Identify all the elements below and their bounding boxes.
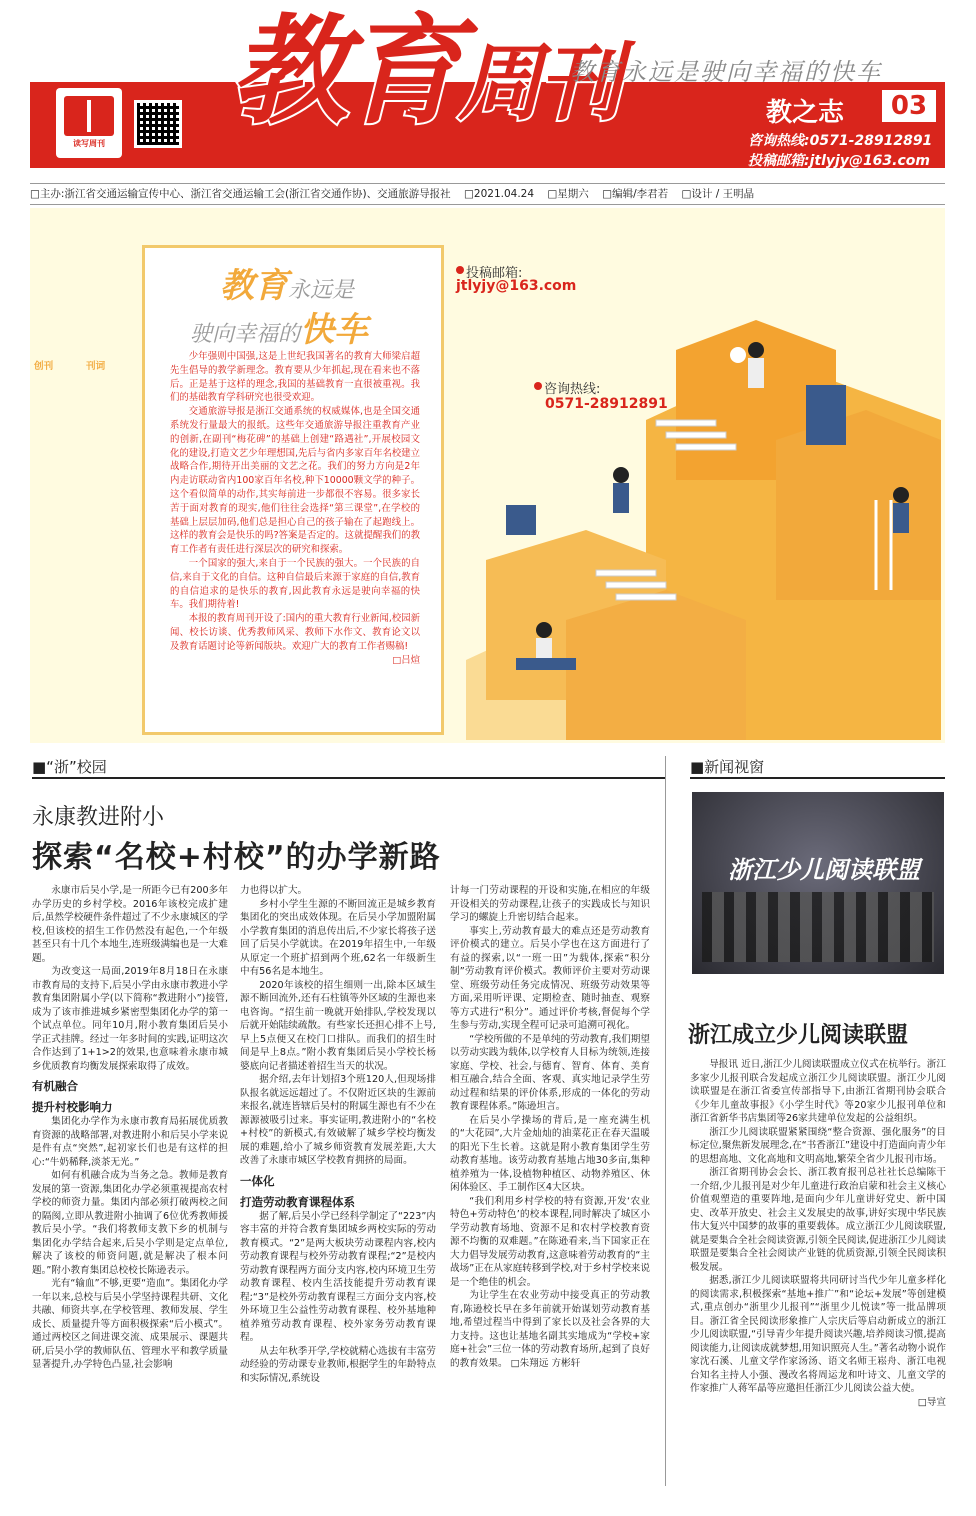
hotline: 咨询热线:0571-28912891 bbox=[748, 133, 933, 149]
vertical-title-col-1: 创刊 bbox=[34, 361, 54, 372]
news-photo bbox=[692, 792, 944, 974]
bullet-dot-icon bbox=[456, 266, 464, 274]
feature-paragraph: 一个国家的强大,来自于一个民族的强大。一个民族的自信,来自于文化的自信。这种自信最后来源于家庭的自信,教育的自信追求的是快乐的教育,因此教育永远是驶向幸福的快车。我们期待着! bbox=[170, 557, 420, 611]
article-paragraph: 据介绍,去年计划招3个班120人,但现场排队报名就远远超过了。不仅附近区块的生源前来报名,就连皆辖后吴村的附属生源也有不少在源源被吸引过来。事实证明,教进附小的“名校+村校”的新模式,有效破解了城乡学校均衡发展的难题,给小了城乡师资教育发展差距,大大改善了永康市城区学校教育拥挤的局面。 bbox=[240, 1074, 436, 1166]
article-title: 探索“名校+村校”的办学新路 bbox=[32, 840, 441, 875]
article-subtitle: 永康教进附小 bbox=[32, 805, 165, 830]
vertical-title-col-2: 刊词 bbox=[86, 361, 106, 372]
article-paragraph: 2020年该校的招生细则一出,除本区域生源不断回流外,还有石柱镇等外区域的生源也来电咨询。“招生前一晚就开始排队,学校发现以后就开始陆续疏散。有些家长还担心排不上号,早上5点便又在校门口排队。而我们的招生时间是早上8点。”附小教育集团后吴小学校长杨婆底向记者描述着招生当天的状况。 bbox=[240, 979, 436, 1072]
vertical-title bbox=[30, 360, 142, 416]
article-paragraph: “我们利用乡村学校的特有资源,开发‘农业特色+劳动特色’的校本课程,同时解决了城区小学劳动教育场地、资源不足和农村学校教育资源不均衡的双难题。”在陈逊看来,当下国家正在大力倡导发展劳动教育,这意味着劳动教育的“主战场”正在从家庭转移到学校,对于乡村学校来说是一个绝佳的机会。 bbox=[450, 1195, 650, 1288]
news-paragraph: 导报讯 近日,浙江少儿阅读联盟成立仪式在杭举行。浙江多家少儿报刊联合发起成立浙江少儿阅读联盟。浙江少儿阅读联盟是在浙江省委宣传部指导下,由浙江省期刊协会联合《少年儿童故事报》《小学生时代》等20家少儿报刊单位和浙江省新华书店集团等26家共建单位发起的公益组织。 bbox=[690, 1059, 946, 1124]
section-label-campus: ■“浙”校园 bbox=[32, 758, 107, 776]
lightbulb-icon bbox=[730, 347, 746, 363]
newspaper-title: 教育周刊 bbox=[230, 2, 619, 140]
info-bar bbox=[30, 183, 945, 205]
book-icon bbox=[64, 96, 114, 136]
feature-paragraph: 本报的教育周刊开设了:国内的重大教育行业新闻,校园新闻、校长访谈、优秀教师风采、教师下水作文、教育论文以及教育话题讨论等新闻版块。欢迎广大的教育工作者赐稿! bbox=[170, 613, 420, 652]
article-paragraph: “学校所做的不是单纯的劳动教育,我们期望以劳动实践为载体,以学校育人目标为统领,连接家庭、学校、社会,与德育、智育、体育、美育相互融合,结合全面、客观、真实地记录学生劳动过程和结果的评价体系,形成的一体化的劳动教育课程体系。”陈逊坦言。 bbox=[450, 1033, 650, 1112]
mail-value: jtlyjy@163.com bbox=[456, 278, 577, 294]
article-paragraph: 在后吴小学操场的背后,是一座充满生机的“大花园”,大片金灿灿的油菜花正在春天温暖的阳光下生长着。这就是附小教育集团学生劳动教育基地。该劳动教育基地占地30多亩,集种植养殖为一体,设植物种植区、动物养殖区、休闲体验区、手工制作区4大区块。 bbox=[450, 1114, 650, 1193]
weekday: □星期六 bbox=[547, 188, 589, 200]
article-subheading: 一体化 bbox=[240, 1173, 275, 1188]
article-subheading: 有机融合 bbox=[32, 1079, 78, 1093]
news-paragraph: 浙江少儿阅读联盟紧紧围绕“整合资源、强化服务”的目标定位,聚焦新发展理念,在“书香浙江”建设中打造面向青少年的思想高地、文化高地和文明高地,繁荣全省少儿报刊市场。 bbox=[690, 1126, 946, 1165]
section-label-news: ■新闻视窗 bbox=[690, 758, 765, 776]
article-paragraph: 集团化办学作为永康市教育局拓展优质教育资源的战略部署,对教进附小和后吴小学来说是件有点“突然”,起初家长们也是有这样的担心:“牛奶稀释,淡茶无光。” bbox=[32, 1116, 228, 1168]
feature-paragraph: 少年强则中国强,这是上世纪我国著名的教育大师梁启超先生倡导的教学新理念。教育要从少年抓起,现在看来也不落后。正是基于这样的理念,我国的基础教育一直很被重视。我们的基础教育学科研究也很受欢迎。 bbox=[170, 351, 420, 404]
article-paragraph: 如何有机融合成为当务之急。教师是教育发展的第一资源,集团化办学必须重视提高农村学校的师资力量。集团内部必须打破两校之间的隔阂,立即从教进附小抽调了6位优秀教师援教后吴小学。“我们将教师支教下乡的机制与集团化办学结合起来,后吴小学则是定点单位,解决了该校的师资问题,就是解决了根本问题。”附小教育集团总校校长陈逊表示。 bbox=[32, 1170, 228, 1276]
editor: □编辑/李君若 bbox=[602, 188, 669, 200]
staircase-illustration bbox=[446, 300, 941, 740]
feature-paragraph: 交通旅游导报是浙江交通系统的权威媒体,也是全国交通系统发行量最大的报纸。这些年交通旅游导报注重教育产业的创新,在副刊“梅花碑”的基础上创建“路遇社”,开展校园文化的建设,打造文艺少年理想国,先后与省内多家百年名校建立战略合作,期待开出美丽的文艺之花。我们的努力方向是2年内走访联动省内100家百年名校,种下10000颗文学的种子。这个看似简单的动作,其实每前进一步都很不容易。很多家长苦于面对教育的现实,他们往往会选择“第三课堂”,在学校的基础上层层加码,他们总是担心自己的孩子输在了起跑线上。这样的教育会是快乐的吗?答案是否定的。这就提醒我们的教育工作者有责任进行深层次的研究和探索。 bbox=[170, 406, 420, 556]
news-title: 浙江成立少儿阅读联盟 bbox=[688, 1023, 909, 1048]
article-paragraph: 据了解,后吴小学已经科学制定了“223”内容丰富的并符合教育集团城乡两校实际的劳动教育模式。“2”是两大板块劳动课程内容,校内劳动教育课程与校外劳动教育课程;“2”是校内劳动教育课程两方面分支内容,校内环境卫生劳动教育课程、校内生活技能提升劳动教育课程;“3”是校外劳动教育课程三方面分支内容,校外环境卫生公益性劳动教育课程、校外基地种植养殖劳动教育课程、校外家务劳动教育课程。 bbox=[240, 1210, 436, 1343]
logo bbox=[56, 88, 122, 158]
article-paragraph: 光有“输血”不够,更要“造血”。集团化办学一年以来,总校与后吴小学坚持课程共研、文化共融、师资共享,在学校管理、教师发展、学生成长、质量提升等方面积极探索“后小模式”。通过两校区之间进课交流、成果展示、课题共研,后吴小学的教师队伍、管理水平和教学质量显著提升,办学特色凸显,社会影响 bbox=[32, 1278, 228, 1370]
article-column-1 bbox=[32, 884, 228, 1372]
tel-label: 咨询热线: bbox=[544, 382, 601, 397]
designer: □设计 / 王明晶 bbox=[681, 188, 755, 200]
article-paragraph: 永康市后吴小学,是一所距今已有200多年办学历史的乡村学校。2016年该校完成扩建后,虽然学校硬件条件超过了不少永康城区的学校,但该校的招生工作仍然没有起色,一个年级甚至只有十几个本地生,连班级满编也是一大难题。 bbox=[32, 885, 228, 964]
news-signature: □导宣 bbox=[917, 1396, 946, 1408]
email: 投稿邮箱:jtlyjy@163.com bbox=[748, 153, 930, 169]
article-subheading: 打造劳动教育课程体系 bbox=[240, 1194, 355, 1209]
news-body bbox=[690, 1058, 946, 1409]
news-paragraph: 浙江省期刊协会会长、浙江教育报刊总社社长总编陈干一介绍,少儿报刊是对少年儿童进行政治启蒙和社会主义核心价值观塑造的重要阵地,是面向少年儿童讲好党史、新中国史、改革开放史、社会主义发展史的故事,讲好实现中华民族伟大复兴中国梦的故事的重要载体。成立浙江少儿阅读联盟,就是要集合全社会阅读资源,引领全民阅读,促进浙江少儿阅读联盟是要集合全社会阅读产业链的优质资源,引领全民阅读积极发展。 bbox=[690, 1167, 946, 1273]
book-stack-icon bbox=[806, 385, 846, 445]
feature-headline-2: 驶向幸福的快车 bbox=[190, 310, 369, 350]
article-paragraph: 为改变这一局面,2019年8月18日在永康市教育局的支持下,后吴小学由永康市教进小学教育集团附属小学(以下简称“教进附小”)接管,成为了该市推进城乡紧密型集团化办学的第一个试点单位。同年10月,附小教育集团后吴小学正式挂牌。经过一年多时间的实践,证明这次合作达到了1+1>2的效果,也意味着永康市城乡优质教育均衡发展探索取得了成效。 bbox=[32, 966, 228, 1072]
article-subheading: 提升村校影响力 bbox=[32, 1100, 113, 1114]
qr-code-icon bbox=[134, 100, 182, 148]
slogan: 教育永远是驶向幸福的快车 bbox=[570, 58, 882, 86]
bullet-dot-icon bbox=[534, 382, 542, 390]
column-divider bbox=[665, 756, 666, 1486]
article-paragraph: 计每一门劳动课程的开设和实施,在相应的年级开设相关的劳动课程,让孩子的实践成长与知识学习的螺旋上升密切结合起来。 bbox=[450, 885, 650, 923]
feature-body bbox=[170, 350, 420, 667]
article-paragraph: 为让学生在农业劳动中接受真正的劳动教育,陈逊校长早在多年前就开始谋划劳动教育基地,希望过程当中得到了家长以及社会各界的大力支持。这也让基地名副其实地成为“学校+家庭+社会”三位一体的劳动教育场所,起到了良好的教育效果。 □朱翔远 方彬轩 bbox=[450, 1290, 650, 1369]
news-paragraph: 据悉,浙江少儿阅读联盟将共同研讨当代少年儿童多样化的阅读需求,积极探索“基地+推广”和“论坛+发展”等创建模式,重点创办“浙里少儿报刊”“浙里少儿悦读”等一批品牌项目。浙江省全民阅读形象推广人宗庆后等启动新成立的浙江少儿阅读联盟,“引导青少年提升阅读兴趣,培养阅读习惯,提高阅读能力,让阅读成就梦想,用知识照亮人生。”著名动物小说作家沈石溪、儿童文学作家汤汤、语文名师王崧舟、浙江电视台知名主持人小强、漫改名将周运龙和叶诗文、儿童文学的作家推广人蒋军晶等应邀担任浙江少儿阅读公益大使。 bbox=[690, 1275, 946, 1394]
article-paragraph: 乡村小学生生源的不断回流正是城乡教育集团化的突出成效体现。在后吴小学加盟附属小学教育集团的消息传出后,不少家长将孩子送回了后吴小学就读。在2019年招生中,一年级从原定一个班扩招到两个班,62名一年级新生中有56名是本地生。 bbox=[240, 898, 436, 977]
feature-signature: □吕煊 bbox=[392, 654, 420, 666]
logo-text: 读写周刊 bbox=[73, 139, 105, 148]
feature-headline-1: 教育永远是 bbox=[220, 266, 355, 306]
divider bbox=[32, 777, 666, 779]
issue-date: □2021.04.24 bbox=[464, 188, 535, 200]
people-silhouettes bbox=[702, 892, 934, 962]
article-paragraph: 力也得以扩大。 bbox=[240, 885, 308, 896]
divider bbox=[690, 777, 945, 779]
page-number: 03 bbox=[882, 90, 936, 122]
section-label: 教之志 bbox=[766, 98, 845, 128]
photo-banner-text: 浙江少儿阅读联盟 bbox=[728, 856, 920, 884]
article-column-2 bbox=[240, 884, 436, 1385]
article-paragraph: 从去年秋季开学,学校就精心选拔有丰富劳动经验的劳动课专业教师,根据学生的年龄特点和实际情况,系统设 bbox=[240, 1345, 436, 1384]
sponsor: □主办:浙江省交通运输宣传中心、浙江省交通运输工会(浙江省交通作协)、交通旅游导报社 bbox=[30, 188, 451, 200]
article-paragraph: 事实上,劳动教育最大的难点还是劳动教育评价模式的建立。后吴小学也在这方面进行了有益的探索,以“一班一田”为载体,探索“积分制”劳动教育评价模式。教师评价主要对劳动课堂、班级劳动任务完成情况、班级劳动效果等方面,采用听评课、定期检查、随时抽查、观察等方式进行“积分”。通过评价考核,督促每个学生参与劳动,实现全程可记录可追溯可视化。 bbox=[450, 925, 650, 1031]
mail-label: 投稿邮箱: bbox=[466, 266, 523, 281]
article-column-3 bbox=[450, 884, 650, 1370]
tel-value: 0571-28912891 bbox=[545, 396, 668, 412]
